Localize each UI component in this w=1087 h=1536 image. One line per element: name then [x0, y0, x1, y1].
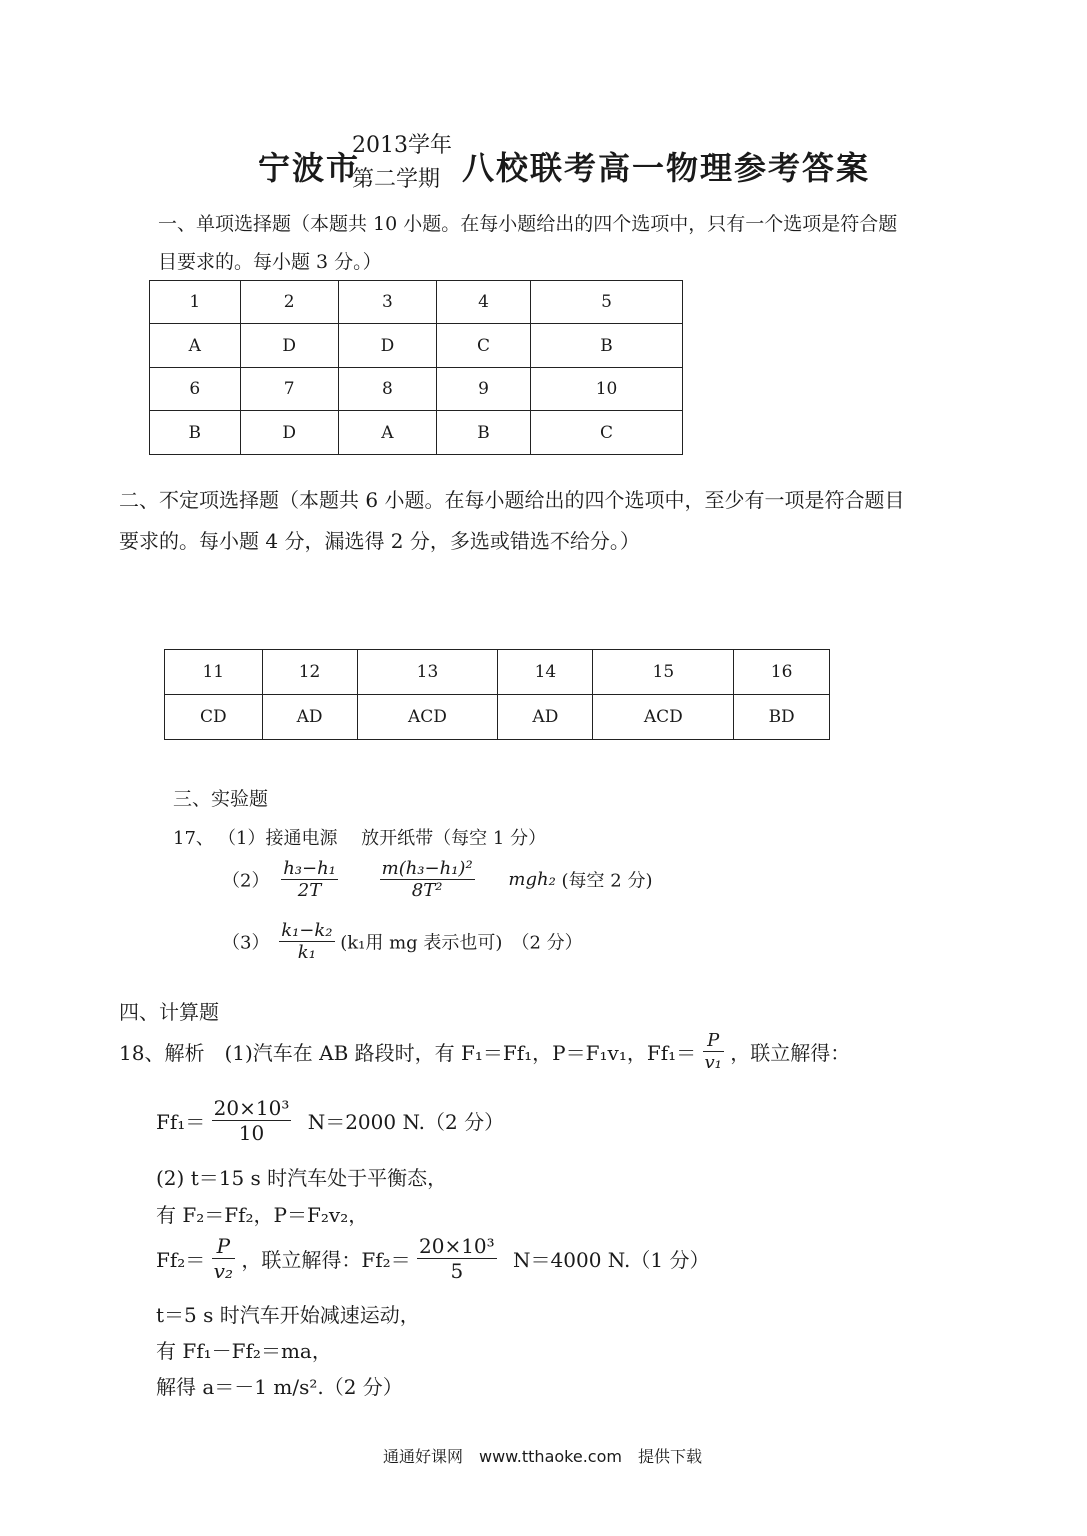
table-cell: A — [338, 411, 436, 455]
q18-line4: 有 F₂＝Ff₂，P＝F₂v₂， — [156, 1203, 369, 1227]
table-cell: 3 — [338, 281, 436, 324]
table-cell: 7 — [240, 368, 338, 411]
q17-part2-label: （2） — [222, 870, 270, 892]
table-cell: BD — [734, 695, 830, 740]
table-cell: ACD — [357, 695, 498, 740]
section2-answer-table — [164, 649, 830, 740]
fraction-numerator: h₃−h₁ — [283, 858, 336, 879]
table-cell: D — [338, 324, 436, 368]
q17-part3-note: (k₁用 mg 表示也可) （2 分） — [340, 932, 583, 954]
fraction — [212, 1096, 292, 1145]
table-cell: AD — [262, 695, 357, 740]
fraction-numerator: m(h₃−h₁)² — [381, 858, 473, 879]
q18-line7: 有 Ff₁－Ff₂＝ma， — [156, 1339, 332, 1363]
table-cell: 5 — [531, 281, 683, 324]
table-cell: A — [150, 324, 241, 368]
q18-line2-post: N＝2000 N.（2 分） — [307, 1110, 505, 1134]
table-cell: 2 — [240, 281, 338, 324]
title-term: 第二学期 — [352, 167, 441, 192]
q18-line8: 解得 a＝－1 m/s².（2 分） — [156, 1375, 403, 1399]
table-cell: C — [531, 411, 683, 455]
table-cell: C — [437, 324, 531, 368]
q18-line2 — [156, 1096, 504, 1145]
table-cell: 11 — [165, 650, 263, 695]
fraction-denominator: v₂ — [213, 1259, 233, 1283]
table-cell: 10 — [531, 368, 683, 411]
table-cell: ACD — [593, 695, 734, 740]
q18-intro-text: 18、解析 (1)汽车在 AB 路段时，有 F₁＝Ff₁，P＝F₁v₁，Ff₁＝ — [119, 1041, 697, 1065]
q17-part1: （1）接通电源 放开纸带（每空 1 分） — [218, 828, 547, 849]
table-cell: 9 — [437, 368, 531, 411]
q18-intro — [119, 1030, 850, 1073]
table-cell: D — [240, 411, 338, 455]
q18-line6: t＝5 s 时汽车开始减速运动， — [156, 1303, 420, 1327]
table-cell: 14 — [498, 650, 593, 695]
fraction-numerator: k₁−k₂ — [281, 920, 333, 941]
title-year: 2013学年 — [352, 133, 452, 158]
table-row — [150, 368, 683, 411]
q17-part2-note: (每空 2 分) — [561, 870, 653, 892]
formula-mgh2: mgh₂ — [508, 869, 556, 890]
table-cell: 1 — [150, 281, 241, 324]
section2-heading-line1: 二、不定项选择题（本题共 6 小题。在每小题给出的四个选项中，至少有一项是符合题目 — [119, 488, 905, 512]
title-city: 宁波市 — [258, 149, 361, 187]
q17-label: 17、 — [173, 828, 214, 849]
fraction — [417, 1234, 497, 1283]
fraction-denominator: 5 — [450, 1259, 464, 1283]
table-cell: B — [437, 411, 531, 455]
fraction-numerator: 20×10³ — [213, 1096, 290, 1120]
q17-part2 — [222, 858, 652, 901]
q18-line3: (2) t＝15 s 时汽车处于平衡态， — [156, 1166, 448, 1190]
table-cell: 13 — [357, 650, 498, 695]
table-cell: 8 — [338, 368, 436, 411]
section1-answer-table — [149, 280, 683, 455]
table-cell: CD — [165, 695, 263, 740]
q18-line5-pre: Ff₂＝ — [156, 1248, 206, 1272]
fraction-numerator: 20×10³ — [419, 1234, 495, 1258]
table-cell: B — [150, 411, 241, 455]
fraction-numerator: P — [703, 1030, 724, 1052]
q17-part3 — [222, 920, 583, 963]
table-cell: AD — [498, 695, 593, 740]
table-cell: D — [240, 324, 338, 368]
q18-line5 — [156, 1234, 709, 1283]
table-cell: B — [531, 324, 683, 368]
table-cell: 16 — [734, 650, 830, 695]
q18-line5-mid: ，联立解得：Ff₂＝ — [241, 1248, 411, 1272]
table-row — [150, 324, 683, 368]
fraction-denominator: v₁ — [704, 1052, 722, 1073]
table-row — [165, 695, 830, 740]
q18-line2-pre: Ff₁＝ — [156, 1110, 206, 1134]
footer-source: 通通好课网 www.tthaoke.com 提供下载 — [383, 1447, 702, 1466]
section4-heading: 四、计算题 — [119, 1000, 219, 1024]
fraction — [279, 920, 334, 963]
fraction-denominator: 10 — [238, 1121, 265, 1145]
section1-heading-line1: 一、单项选择题（本题共 10 小题。在每小题给出的四个选项中，只有一个选项是符合题 — [158, 213, 898, 235]
fraction-denominator: k₁ — [297, 942, 316, 963]
table-cell: 15 — [593, 650, 734, 695]
fraction — [380, 858, 475, 901]
q18-intro-end: ，联立解得： — [730, 1041, 851, 1065]
fraction — [703, 1030, 724, 1073]
fraction-denominator: 2T — [297, 880, 322, 901]
fraction-denominator: 8T² — [411, 880, 443, 901]
fraction-numerator: P — [212, 1234, 235, 1259]
q18-line5-post: N＝4000 N.（1 分） — [513, 1248, 710, 1272]
fraction — [212, 1234, 235, 1283]
table-cell: 12 — [262, 650, 357, 695]
table-row — [150, 281, 683, 324]
section3-heading: 三、实验题 — [173, 788, 269, 810]
table-row — [165, 650, 830, 695]
fraction — [281, 858, 338, 901]
title-main: 八校联考高一物理参考答案 — [462, 149, 871, 187]
q17-part3-label: （3） — [222, 932, 270, 954]
section1-heading-line2: 目要求的。每小题 3 分。） — [158, 251, 382, 273]
section2-heading-line2: 要求的。每小题 4 分，漏选得 2 分，多选或错选不给分。） — [119, 529, 640, 553]
table-row — [150, 411, 683, 455]
table-cell: 4 — [437, 281, 531, 324]
table-cell: 6 — [150, 368, 241, 411]
